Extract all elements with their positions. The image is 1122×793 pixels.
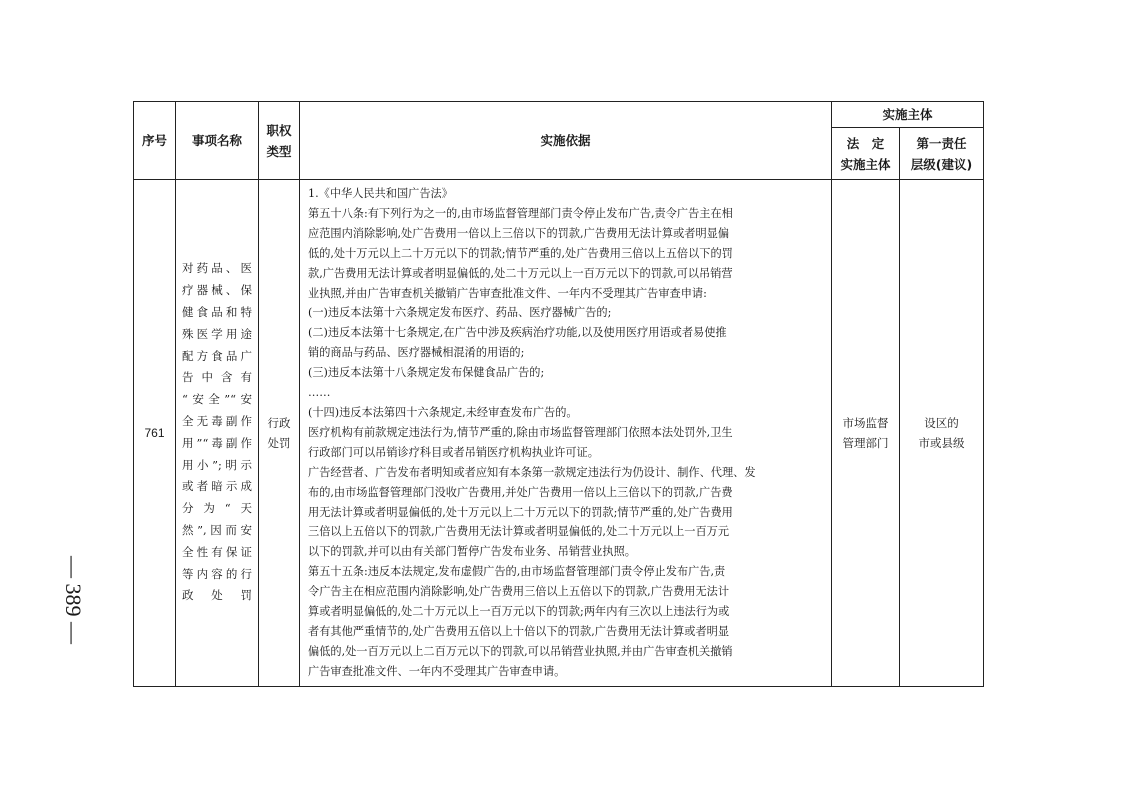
item-name-line: 全性有保证 bbox=[182, 544, 252, 559]
legal-basis-line: 偏低的,处一百万元以上二百万元以下的罚款,可以吊销营业执照,并由广告审查机关撤销 bbox=[308, 644, 733, 658]
header-legal-subject bbox=[832, 128, 900, 180]
legal-basis-line: 以下的罚款,并可以由有关部门暂停广告发布业务、吊销营业执照。 bbox=[308, 545, 636, 559]
legal-basis-line: …… bbox=[308, 386, 331, 400]
row-responsibility-level bbox=[900, 180, 984, 687]
legal-basis-line: 应范围内消除影响,处广告费用一倍以上三倍以下的罚款,广告费用无法计算或者明显偏 bbox=[308, 226, 730, 240]
legal-basis-line: 布的,由市场监督管理部门没收广告费用,并处广告费用一倍以上三倍以下的罚款,广告费 bbox=[308, 485, 733, 499]
row-type-line2: 处罚 bbox=[267, 435, 291, 450]
item-name-line: 分为“天 bbox=[182, 501, 252, 516]
item-name-line: 等内容的行 bbox=[182, 566, 252, 581]
item-name-line: 或者暗示成 bbox=[182, 479, 252, 494]
row-legal-basis bbox=[300, 180, 832, 687]
header-name: 事项名称 bbox=[176, 102, 259, 180]
legal-basis-line: 医疗机构有前款规定违法行为,情节严重的,除由市场监督管理部门依照本法处罚外,卫生 bbox=[308, 425, 733, 439]
item-name-line: 告中含有 bbox=[182, 370, 252, 385]
legal-basis-line: 第五十五条:违反本法规定,发布虚假广告的,由市场监督管理部门责令停止发布广告,责 bbox=[308, 565, 726, 579]
item-name-line: 配方食品广 bbox=[182, 348, 252, 363]
header-responsibility-level bbox=[900, 128, 984, 180]
row-body-line1: 市场监督 bbox=[842, 415, 889, 430]
legal-basis-line: 行政部门可以吊销诊疗科目或者吊销医疗机构执业许可证。 bbox=[308, 445, 599, 459]
legal-basis-line: 1.《中华人民共和国广告法》 bbox=[308, 187, 453, 200]
row-seq: 761 bbox=[134, 180, 176, 687]
legal-basis-line: 用无法计算或者明显偏低的,处十万元以上二十万元以下的罚款;情节严重的,处广告费用 bbox=[308, 505, 733, 519]
header-type bbox=[259, 102, 300, 180]
table-row bbox=[134, 180, 984, 687]
legal-basis-line: (二)违反本法第十七条规定,在广告中涉及疾病治疗功能,以及使用医疗用语或者易使推 bbox=[308, 326, 727, 340]
page-number: — 389 — bbox=[61, 556, 86, 644]
legal-basis-line: (十四)违反本法第四十六条规定,未经审查发布广告的。 bbox=[308, 405, 578, 419]
legal-basis-line: 低的,处十万元以上二十万元以下的罚款;情节严重的,处广告费用三倍以上五倍以下的罚 bbox=[308, 246, 733, 260]
header-basis: 实施依据 bbox=[300, 102, 832, 180]
row-body-line2: 管理部门 bbox=[842, 435, 889, 450]
item-name-line: 用”“毒副作 bbox=[182, 435, 252, 450]
header-level-line1: 第一责任 bbox=[916, 135, 967, 151]
legal-basis-line: (三)违反本法第十八条规定发布保健食品广告的; bbox=[308, 366, 545, 380]
row-level-line1: 设区的 bbox=[924, 415, 959, 430]
legal-basis-line: 算或者明显偏低的,处二十万元以上一百万元以下的罚款;两年内有三次以上违法行为或 bbox=[308, 605, 730, 619]
row-power-type bbox=[259, 180, 300, 687]
item-name-line: 对药品、医 bbox=[182, 261, 252, 276]
legal-basis-line: 业执照,并由广告审查机关撤销广告审查批准文件、一年内不受理其广告审查申请: bbox=[308, 286, 707, 300]
item-name-line: 殊医学用途 bbox=[182, 326, 252, 341]
header-type-line1: 职权 bbox=[266, 122, 292, 138]
item-name-line: 用小”;明示 bbox=[182, 457, 252, 472]
item-name-line: 健食品和特 bbox=[182, 305, 252, 320]
row-legal-subject bbox=[832, 180, 900, 687]
legal-basis-line: 广告审查批准文件、一年内不受理其广告审查申请。 bbox=[308, 664, 566, 678]
item-name-line: “安全”“安 bbox=[182, 392, 252, 407]
legal-basis-line: 销的商品与药品、医疗器械相混淆的用语的; bbox=[308, 346, 525, 360]
header-legal-line2: 实施主体 bbox=[840, 156, 891, 172]
item-name-line: 全无毒副作 bbox=[182, 414, 252, 429]
header-type-line2: 类型 bbox=[266, 143, 292, 159]
item-name-line: 然”,因而安 bbox=[182, 523, 252, 538]
enforcement-table bbox=[133, 101, 984, 687]
legal-basis-line: 三倍以上五倍以下的罚款,广告费用无法计算或者明显偏低的,处二十万元以上一百万元 bbox=[308, 525, 730, 539]
legal-basis-line: 者有其他严重情节的,处广告费用五倍以上十倍以下的罚款,广告费用无法计算或者明显 bbox=[308, 624, 730, 638]
header-legal-line1: 法 定 bbox=[846, 135, 885, 151]
header-seq: 序号 bbox=[134, 102, 176, 180]
header-level-line2: 层级(建议) bbox=[910, 156, 973, 172]
legal-basis-line: (一)违反本法第十六条规定发布医疗、药品、医疗器械广告的; bbox=[308, 306, 612, 320]
item-name-line: 政处罚 bbox=[182, 588, 252, 603]
legal-basis-line: 款,广告费用无法计算或者明显偏低的,处二十万元以上一百万元以下的罚款,可以吊销营 bbox=[308, 266, 733, 280]
row-type-line1: 行政 bbox=[267, 415, 291, 430]
header-subject-group: 实施主体 bbox=[832, 102, 984, 128]
item-name-line: 疗器械、保 bbox=[182, 283, 252, 298]
legal-basis-line: 第五十八条:有下列行为之一的,由市场监督管理部门责令停止发布广告,责令广告主在相 bbox=[308, 206, 733, 220]
row-level-line2: 市或县级 bbox=[918, 435, 965, 450]
row-item-name bbox=[176, 180, 259, 687]
legal-basis-line: 令广告主在相应范围内消除影响,处广告费用三倍以上五倍以下的罚款,广告费用无法计 bbox=[308, 585, 730, 599]
legal-basis-line: 广告经营者、广告发布者明知或者应知有本条第一款规定违法行为仍设计、制作、代理、发 bbox=[308, 465, 756, 479]
